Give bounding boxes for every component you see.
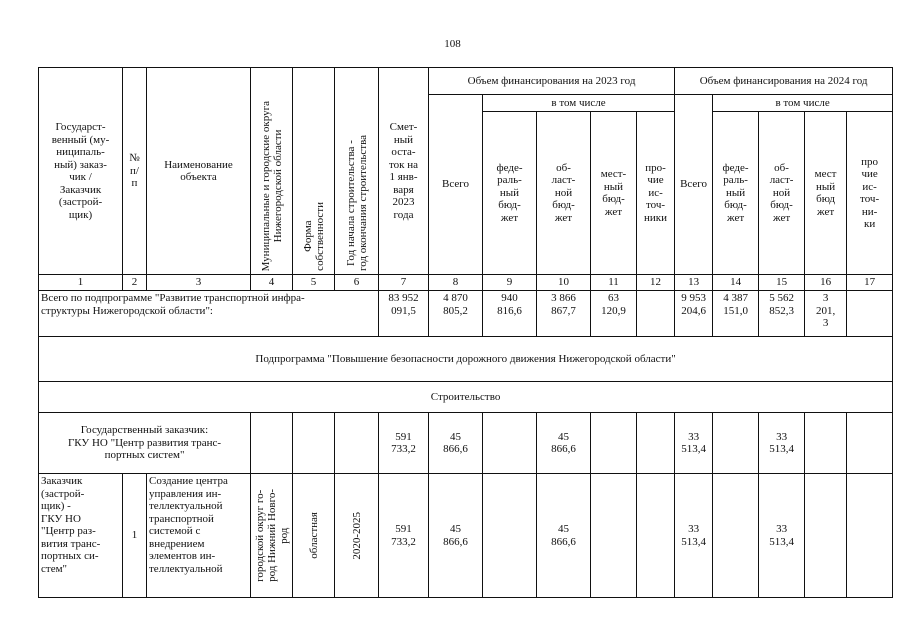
program-total-2023: 4 870 805,2: [429, 291, 483, 337]
col-number: 7: [379, 275, 429, 291]
object-number: 1: [123, 474, 147, 598]
object-row: [39, 474, 893, 598]
header-federal-2023: федe- раль- ный бюд- жет: [483, 112, 537, 275]
header-years: [335, 68, 379, 275]
header-regional-2023: об- ласт- ной бюд- жет: [537, 112, 591, 275]
header-total-2024: Всего: [675, 95, 713, 275]
col-number: 17: [847, 275, 893, 291]
customer-label: Государственный заказчик: ГКУ НО "Центр развития транс- портных систем": [39, 413, 251, 474]
program-regional-2024: 5 562 852,3: [759, 291, 805, 337]
object-regional-2023: 45 866,6: [537, 474, 591, 598]
empty-cell: [847, 413, 893, 474]
object-ownership: [293, 474, 335, 598]
empty-cell: [805, 474, 847, 598]
empty-cell: [847, 474, 893, 598]
customer-regional-2024: 33 513,4: [759, 413, 805, 474]
program-local-2023: 63 120,9: [591, 291, 637, 337]
object-customer: Заказчик (застрой- щик) - ГКУ НО "Центр раз- вития транс- портных си- стем": [39, 474, 123, 598]
header-other-2024: про чие ис- точ- ни- ки: [847, 112, 893, 275]
col-number: 13: [675, 275, 713, 291]
empty-cell: [251, 413, 293, 474]
header-object-name: Наименование объекта: [147, 68, 251, 275]
header-customer: Государст- венный (му- ниципаль- ный) заказ- чик / Заказчик (застрой- щик): [39, 68, 123, 275]
financing-table: [38, 67, 893, 598]
col-number: 11: [591, 275, 637, 291]
object-years-text: 2020-2025: [350, 511, 363, 560]
col-number: 16: [805, 275, 847, 291]
header-estimate: Смет- ный оста- ток на 1 янв- варя 2023 года: [379, 68, 429, 275]
header-financing-2024: Объем финансирования на 2024 год: [675, 68, 893, 95]
col-number: 2: [123, 275, 147, 291]
header-number: № п/ п: [123, 68, 147, 275]
customer-total-2023: 45 866,6: [429, 413, 483, 474]
empty-cell: [591, 413, 637, 474]
header-regional-2024: об- ласт- ной бюд- жет: [759, 112, 805, 275]
object-years: [335, 474, 379, 598]
col-number: 6: [335, 275, 379, 291]
header-local-2024: мест ный бюд жет: [805, 112, 847, 275]
empty-cell: [637, 413, 675, 474]
empty-cell: [483, 413, 537, 474]
program-total-2024: 9 953 204,6: [675, 291, 713, 337]
col-number: 4: [251, 275, 293, 291]
subprogram-title: Подпрограмма "Повышение безопасности дорожного движения Нижегородской области": [39, 337, 893, 382]
header-local-2023: мест- ный бюд- жет: [591, 112, 637, 275]
object-ownership-text: областная: [307, 512, 320, 559]
customer-row: [39, 413, 893, 474]
page-number: 108: [444, 38, 461, 50]
section-title: Строительство: [39, 382, 893, 413]
header-municipality-text: Муниципальные и городские округа Нижегородской области: [259, 100, 284, 271]
empty-cell: [591, 474, 637, 598]
col-number: 12: [637, 275, 675, 291]
program-federal-2024: 4 387 151,0: [713, 291, 759, 337]
empty-cell: [483, 474, 537, 598]
object-name: Создание центра управления ин- теллектуальной транспортной системой с внедрением элементов ин- теллектуальной: [147, 474, 251, 598]
object-estimate: 591 733,2: [379, 474, 429, 598]
header-years-text: Год начала строительства - год окончания строительства: [344, 135, 369, 271]
empty-cell: [805, 413, 847, 474]
header-incl-2024: в том числе: [713, 95, 893, 112]
customer-estimate: 591 733,2: [379, 413, 429, 474]
header-financing-2023: Объем финансирования на 2023 год: [429, 68, 675, 95]
program-other-2023: [637, 291, 675, 337]
program-total-estimate: 83 952 091,5: [379, 291, 429, 337]
header-other-2023: про- чие ис- точ- ники: [637, 112, 675, 275]
empty-cell: [713, 413, 759, 474]
object-municipality: [251, 474, 293, 598]
header-ownership-text: Форма собственности: [301, 202, 326, 271]
empty-cell: [713, 474, 759, 598]
header-municipality: [251, 68, 293, 275]
object-total-2023: 45 866,6: [429, 474, 483, 598]
program-total-row: [39, 291, 893, 337]
col-number: 9: [483, 275, 537, 291]
col-number: 8: [429, 275, 483, 291]
column-number-row: [39, 275, 893, 291]
program-other-2024: [847, 291, 893, 337]
object-total-2024: 33 513,4: [675, 474, 713, 598]
col-number: 10: [537, 275, 591, 291]
header-federal-2024: федe- раль- ный бюд- жет: [713, 112, 759, 275]
customer-total-2024: 33 513,4: [675, 413, 713, 474]
header-ownership: [293, 68, 335, 275]
program-local-2024: 3 201, 3: [805, 291, 847, 337]
col-number: 3: [147, 275, 251, 291]
header-total-2023: Всего: [429, 95, 483, 275]
empty-cell: [293, 413, 335, 474]
program-federal-2023: 940 816,6: [483, 291, 537, 337]
empty-cell: [335, 413, 379, 474]
col-number: 14: [713, 275, 759, 291]
empty-cell: [637, 474, 675, 598]
program-total-label: Всего по подпрограмме "Развитие транспортной инфра- структуры Нижегородской области":: [39, 291, 379, 337]
program-regional-2023: 3 866 867,7: [537, 291, 591, 337]
col-number: 5: [293, 275, 335, 291]
header-incl-2023: в том числе: [483, 95, 675, 112]
col-number: 15: [759, 275, 805, 291]
object-municipality-text: городской округ го- род Нижний Новго- род: [253, 489, 290, 582]
col-number: 1: [39, 275, 123, 291]
customer-regional-2023: 45 866,6: [537, 413, 591, 474]
object-regional-2024: 33 513,4: [759, 474, 805, 598]
